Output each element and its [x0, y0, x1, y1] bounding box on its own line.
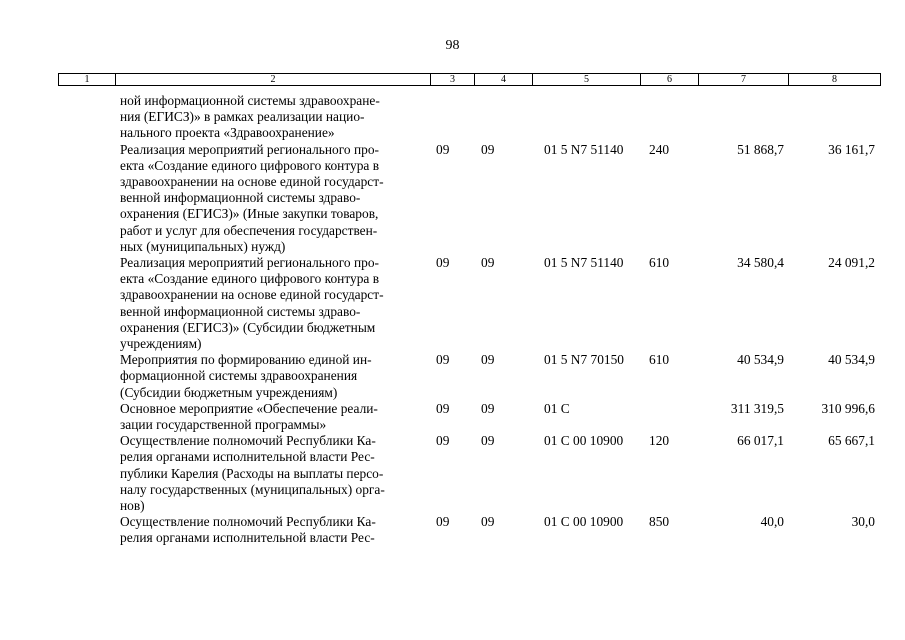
target-article-code: 01 5 N7 51140 — [544, 141, 624, 157]
amount-col7: 311 319,5 — [730, 400, 784, 416]
description-line: ных (муниципальных) нужд) — [120, 238, 286, 254]
amount-col7: 51 868,7 — [737, 141, 784, 157]
description-line: здравоохранении на основе единой государст- — [120, 174, 384, 190]
description-line: Осуществление полномочий Республики Ка- — [120, 514, 376, 530]
description-line: налу государственных (муниципальных) орга- — [120, 481, 385, 497]
expense-type-code: 120 — [649, 433, 670, 449]
amount-col8: 40 534,9 — [828, 352, 875, 368]
description-line: ной информационной системы здравоохране- — [120, 93, 380, 108]
table-row — [0, 401, 905, 433]
column-number-6: 6 — [641, 74, 699, 86]
target-article-code: 01 5 N7 51140 — [544, 255, 624, 271]
description-line: нов) — [120, 498, 145, 514]
target-article-code: 01 С — [544, 400, 570, 416]
column-number-8: 8 — [789, 74, 881, 86]
description-line: Мероприятия по формированию единой ин- — [120, 352, 372, 368]
expense-type-code: 240 — [649, 141, 670, 157]
subsection-code: 09 — [481, 141, 495, 157]
row-description — [120, 433, 425, 514]
row-description — [120, 255, 425, 352]
amount-col7: 40,0 — [760, 514, 784, 530]
description-line: Реализация мероприятий регионального про- — [120, 255, 379, 271]
target-article-code: 01 С 00 10900 — [544, 433, 624, 449]
subsection-code: 09 — [481, 255, 495, 271]
row-description — [120, 93, 425, 142]
page-number: 98 — [445, 38, 460, 53]
table-row — [0, 255, 905, 352]
row-description — [120, 401, 425, 433]
table-row — [0, 142, 905, 255]
description-line: формационной системы здравоохранения — [120, 368, 358, 384]
column-number-2: 2 — [116, 74, 431, 86]
description-line: релия органами исполнительной власти Рес- — [120, 530, 375, 546]
amount-col8: 36 161,7 — [828, 141, 875, 157]
section-code: 09 — [436, 255, 450, 271]
column-number-1: 1 — [59, 74, 116, 86]
column-header-row — [59, 74, 881, 86]
expense-type-code: 610 — [649, 352, 670, 368]
table-row — [0, 433, 905, 514]
row-description — [120, 352, 425, 401]
description-line: нального проекта «Здравоохранение» — [120, 125, 335, 141]
description-line: Осуществление полномочий Республики Ка- — [120, 433, 376, 449]
description-line: охранения (ЕГИСЗ)» (Иные закупки товаров, — [120, 206, 379, 222]
description-line: зации государственной программы» — [120, 417, 327, 433]
description-line: ния (ЕГИСЗ)» в рамках реализации нацио- — [120, 109, 365, 125]
description-line: публики Карелия (Расходы на выплаты персо- — [120, 465, 384, 481]
description-line: Реализация мероприятий регионального про- — [120, 141, 379, 157]
description-line: (Субсидии бюджетным учреждениям) — [120, 384, 338, 400]
column-number-7: 7 — [699, 74, 789, 86]
table-row — [0, 93, 905, 142]
description-line: релия органами исполнительной власти Рес- — [120, 449, 375, 465]
target-article-code: 01 С 00 10900 — [544, 514, 624, 530]
subsection-code: 09 — [481, 352, 495, 368]
expense-type-code: 610 — [649, 255, 670, 271]
column-number-4: 4 — [475, 74, 533, 86]
description-line: Основное мероприятие «Обеспечение реали- — [120, 400, 378, 416]
row-description — [120, 142, 425, 255]
amount-col7: 66 017,1 — [737, 433, 784, 449]
row-description — [120, 514, 425, 546]
amount-col8: 65 667,1 — [828, 433, 875, 449]
target-article-code: 01 5 N7 70150 — [544, 352, 624, 368]
amount-col7: 34 580,4 — [737, 255, 784, 271]
description-line: венной информационной системы здраво- — [120, 190, 361, 206]
section-code: 09 — [436, 433, 450, 449]
description-line: работ и услуг для обеспечения государствен- — [120, 222, 378, 238]
subsection-code: 09 — [481, 514, 495, 530]
section-code: 09 — [436, 352, 450, 368]
amount-col8: 30,0 — [851, 514, 875, 530]
description-line: здравоохранении на основе единой государст- — [120, 287, 384, 303]
column-header-table — [58, 73, 881, 86]
expense-type-code: 850 — [649, 514, 670, 530]
description-line: екта «Создание единого цифрового контура в — [120, 157, 380, 173]
table-row — [0, 352, 905, 401]
description-line: венной информационной системы здраво- — [120, 303, 361, 319]
column-number-3: 3 — [431, 74, 475, 86]
description-line: екта «Создание единого цифрового контура в — [120, 271, 380, 287]
description-line: учреждениям) — [120, 336, 202, 352]
section-code: 09 — [436, 400, 450, 416]
amount-col7: 40 534,9 — [737, 352, 784, 368]
subsection-code: 09 — [481, 400, 495, 416]
section-code: 09 — [436, 141, 450, 157]
section-code: 09 — [436, 514, 450, 530]
budget-table-body — [0, 93, 905, 547]
table-row — [0, 514, 905, 546]
subsection-code: 09 — [481, 433, 495, 449]
amount-col8: 310 996,6 — [821, 400, 875, 416]
amount-col8: 24 091,2 — [828, 255, 875, 271]
description-line: охранения (ЕГИСЗ)» (Субсидии бюджетным — [120, 319, 376, 335]
column-number-5: 5 — [533, 74, 641, 86]
